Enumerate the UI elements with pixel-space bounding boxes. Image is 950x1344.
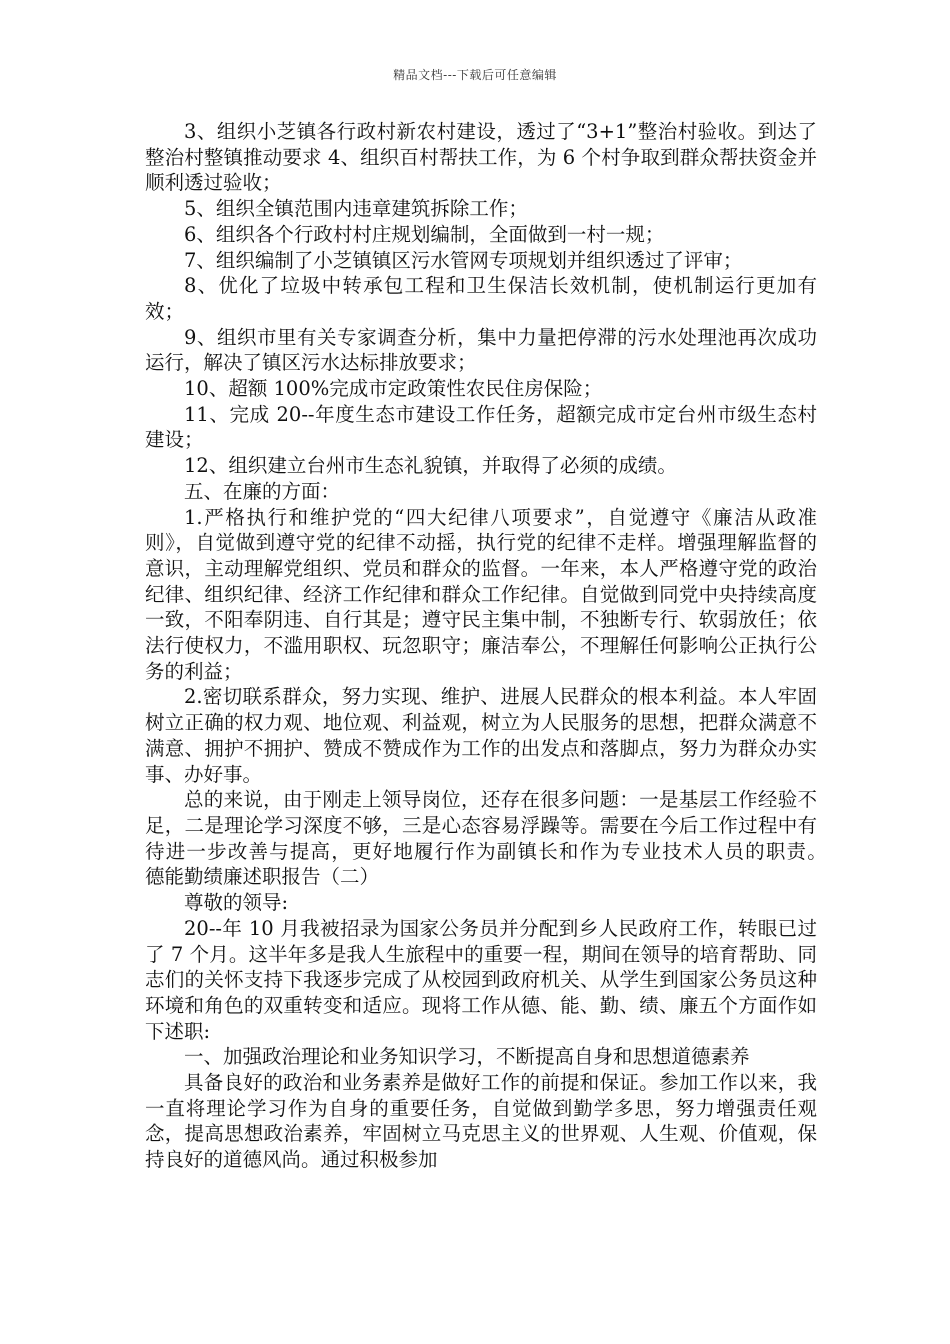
salutation: 尊敬的领导: bbox=[184, 891, 289, 915]
paragraph-item-12: 12、组织建立台州市生态礼貌镇，并取得了必须的成绩。 bbox=[184, 454, 677, 478]
paragraph-item-8: 8、优化了垃圾中转承包工程和卫生保洁长效机制，使机制运行更加有效； bbox=[145, 274, 817, 323]
paragraph-intro: 20--年 10 月我被招录为国家公务员并分配到乡人民政府工作，转眼已过了 7 个月。这半年多是我人生旅程中的重要一程，期间在领导的培育帮助、同志们的关怀支持下我逐步完成了从校园到政府机关、从学生到国家公务员这种环境和角色的双重转变和适应。现将工作从德、能、勤、绩、廉五个方面作如下述职: bbox=[145, 916, 817, 1043]
section-heading-integrity: 五、在廉的方面： bbox=[184, 479, 341, 503]
document-body bbox=[145, 119, 876, 1173]
paragraph-item-6: 6、组织各个行政村村庄规划编制，全面做到一村一规； bbox=[184, 222, 665, 246]
page-header: 精品文档---下载后可任意编辑 bbox=[393, 68, 557, 82]
paragraph-integrity-2: 2.密切联系群众，努力实现、维护、进展人民群众的根本利益。本人牢固树立正确的权力观、地位观、利益观，树立为人民服务的思想，把群众满意不满意、拥护不拥护、赞成不赞成作为工作的出发点和落脚点，努力为群众办实事、办好事。 bbox=[145, 685, 817, 786]
paragraph-item-10: 10、超额 100%完成市定政策性农民住房保险； bbox=[184, 377, 603, 401]
paragraph-politics: 具备良好的政治和业务素养是做好工作的前提和保证。参加工作以来，我一直将理论学习作为自身的重要任务，自觉做到勤学多思，努力增强责任观念，提高思想政治素养，牢固树立马克思主义的世界观、人生观、价值观，保持良好的道德风尚。通过积极参加 bbox=[145, 1071, 817, 1172]
paragraph-item-3: 3、组织小芝镇各行政村新农村建设，透过了“3+1”整治村验收。到达了整治村整镇推动要求 4、组织百村帮扶工作，为 6 个村争取到群众帮扶资金并顺利透过验收； bbox=[145, 120, 817, 195]
paragraph-item-7: 7、组织编制了小芝镇镇区污水管网专项规划并组织透过了评审； bbox=[184, 248, 743, 272]
paragraph-item-9: 9、组织市里有关专家调查分析，集中力量把停滞的污水处理池再次成功运行，解决了镇区污水达标排放要求； bbox=[145, 325, 817, 375]
paragraph-summary: 总的来说，由于刚走上领导岗位，还存在很多问题：一是基层工作经验不足，二是理论学习深度不够，三是心态容易浮躁等。需要在今后工作过程中有待进一步改善与提高，更好地履行作为副镇长和作为专业技术人员的职责。 德能勤绩廉述职报告（二） bbox=[145, 788, 876, 889]
section-heading-politics: 一、加强政治理论和业务知识学习，不断提高自身和思想道德素养 bbox=[184, 1045, 750, 1069]
paragraph-item-11: 11、完成 20--年度生态市建设工作任务，超额完成市定台州市级生态村建设； bbox=[145, 402, 817, 452]
paragraph-integrity-1: 1.严格执行和维护党的“四大纪律八项要求”，自觉遵守《廉洁从政准则》，自觉做到遵守党的纪律不动摇，执行党的纪律不走样。增强理解监督的意识，主动理解党组织、党员和群众的监督。一年来，本人严格遵守党的政治纪律、组织纪律、经济工作纪律和群众工作纪律。自觉做到同党中央持续高度一致，不阳奉阴违、自行其是；遵守民主集中制，不独断专行、软弱放任；依法行使权力，不滥用职权、玩忽职守；廉洁奉公，不理解任何影响公正执行公务的利益； bbox=[145, 505, 817, 683]
paragraph-item-5: 5、组织全镇范围内违章建筑拆除工作； bbox=[184, 197, 528, 221]
